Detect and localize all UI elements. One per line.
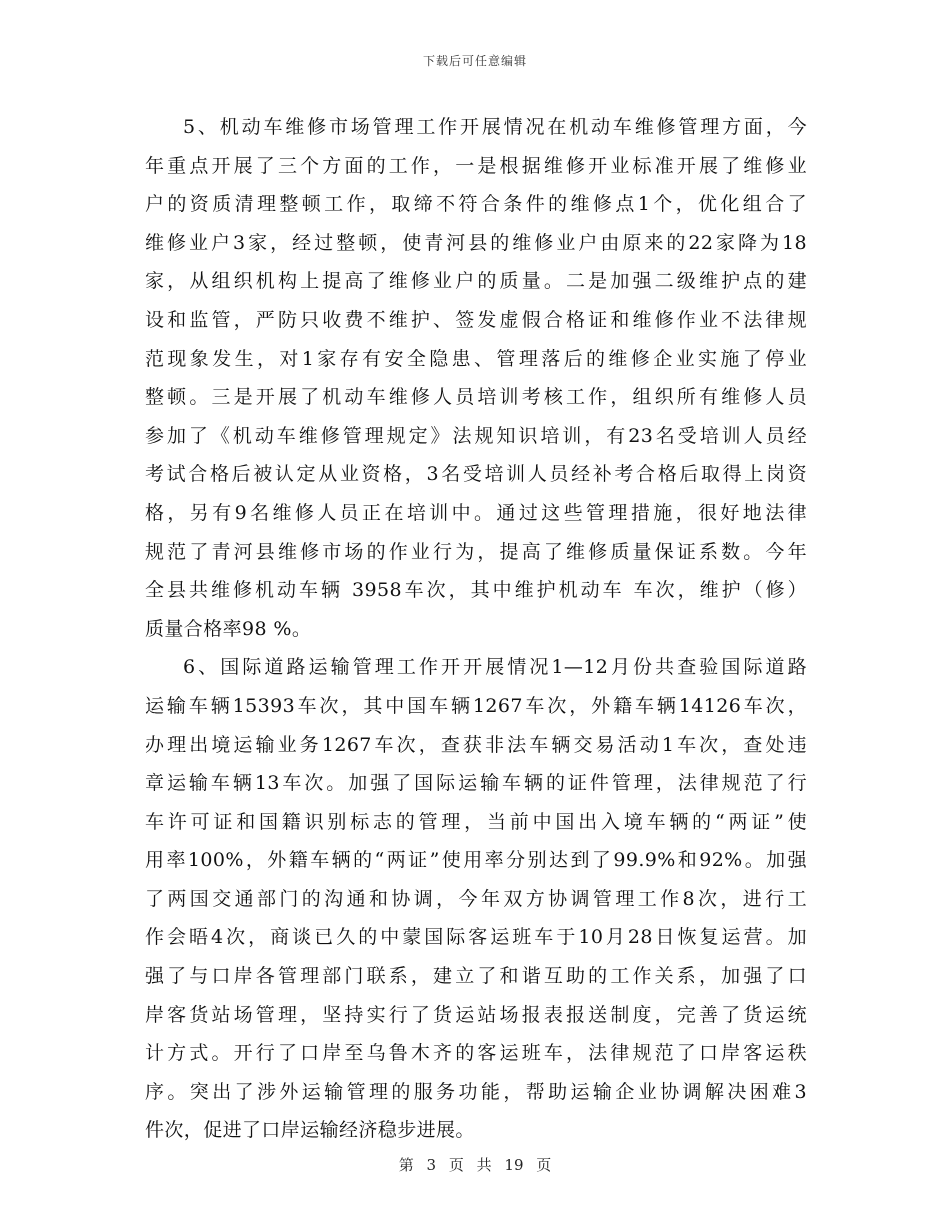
page-label-prefix: 第 <box>398 1156 414 1174</box>
text-line: 了两国交通部门的沟通和协调，今年双方协调管理工作8次，进行工 <box>145 887 807 910</box>
text-line: 运输车辆15393车次，其中国车辆1267车次，外籍车辆14126车次， <box>145 694 807 717</box>
text-line: 质量合格率98 %。 <box>145 617 312 640</box>
text-line: 计方式。开行了口岸至乌鲁木齐的客运班车，法律规范了口岸客运秩 <box>145 1042 807 1065</box>
text-line: 年重点开展了三个方面的工作，一是根据维修开业标准开展了维修业 <box>145 154 807 177</box>
paragraph-5 <box>145 108 807 648</box>
text-line: 强了与口岸各管理部门联系，建立了和谐互助的工作关系，加强了口 <box>145 965 807 988</box>
text-line: 岸客货站场管理，坚持实行了货运站场报表报送制度，完善了货运统 <box>145 1003 807 1026</box>
page-header: 下载后可任意编辑 <box>422 54 527 68</box>
total-label: 共 <box>476 1156 492 1174</box>
page-footer <box>0 1154 950 1175</box>
text-line: 序。突出了涉外运输管理的服务功能，帮助运输企业协调解决困难3 <box>145 1080 807 1103</box>
document-body <box>145 108 807 1150</box>
text-line: 户的资质清理整顿工作，取缔不符合条件的维修点1个，优化组合了 <box>145 193 807 216</box>
text-line: 格，另有9名维修人员正在培训中。通过这些管理措施，很好地法律 <box>145 501 807 524</box>
text-line: 家，从组织机构上提高了维修业户的质量。二是加强二级维护点的建 <box>145 270 807 293</box>
text-line: 范现象发生，对1家存有安全隐患、管理落后的维修企业实施了停业 <box>145 347 807 370</box>
page-label-suffix: 页 <box>536 1156 552 1174</box>
text-line: 办理出境运输业务1267车次，查获非法车辆交易活动1车次，查处违 <box>145 733 807 756</box>
text-line: 6、国际道路运输管理工作开开展情况1—12月份共查验国际道路 <box>183 656 807 679</box>
text-line: 设和监管，严防只收费不维护、签发虚假合格证和维修作业不法律规 <box>145 308 807 331</box>
text-line: 考试合格后被认定从业资格，3名受培训人员经补考合格后取得上岗资 <box>145 463 807 486</box>
text-line: 整顿。三是开展了机动车维修人员培训考核工作，组织所有维修人员 <box>145 386 807 409</box>
text-line: 作会晤4次，商谈已久的中蒙国际客运班车于10月28日恢复运营。加 <box>145 926 807 949</box>
text-line: 规范了青河县维修市场的作业行为，提高了维修质量保证系数。今年 <box>145 540 807 563</box>
text-line: 用率100%，外籍车辆的“两证”使用率分别达到了99.9%和92%。加强 <box>145 849 807 872</box>
paragraph-6 <box>145 648 807 1150</box>
current-page-number: 3 <box>426 1156 437 1174</box>
total-pages-number: 19 <box>504 1156 524 1174</box>
text-line: 全县共维修机动车辆 3958车次，其中维护机动车 车次，维护（修） <box>145 579 807 602</box>
text-line: 参加了《机动车维修管理规定》法规知识培训，有23名受培训人员经 <box>145 424 807 447</box>
page-label-mid: 页 <box>448 1156 464 1174</box>
text-line: 件次，促进了口岸运输经济稳步进展。 <box>145 1119 475 1142</box>
text-line: 章运输车辆13车次。加强了国际运输车辆的证件管理，法律规范了行 <box>145 772 807 795</box>
text-line: 车许可证和国籍识别标志的管理，当前中国出入境车辆的“两证”使 <box>145 810 807 833</box>
text-line: 5、机动车维修市场管理工作开展情况在机动车维修管理方面，今 <box>183 116 807 138</box>
text-line: 维修业户3家，经过整顿，使青河县的维修业户由原来的22家降为18 <box>145 231 807 254</box>
